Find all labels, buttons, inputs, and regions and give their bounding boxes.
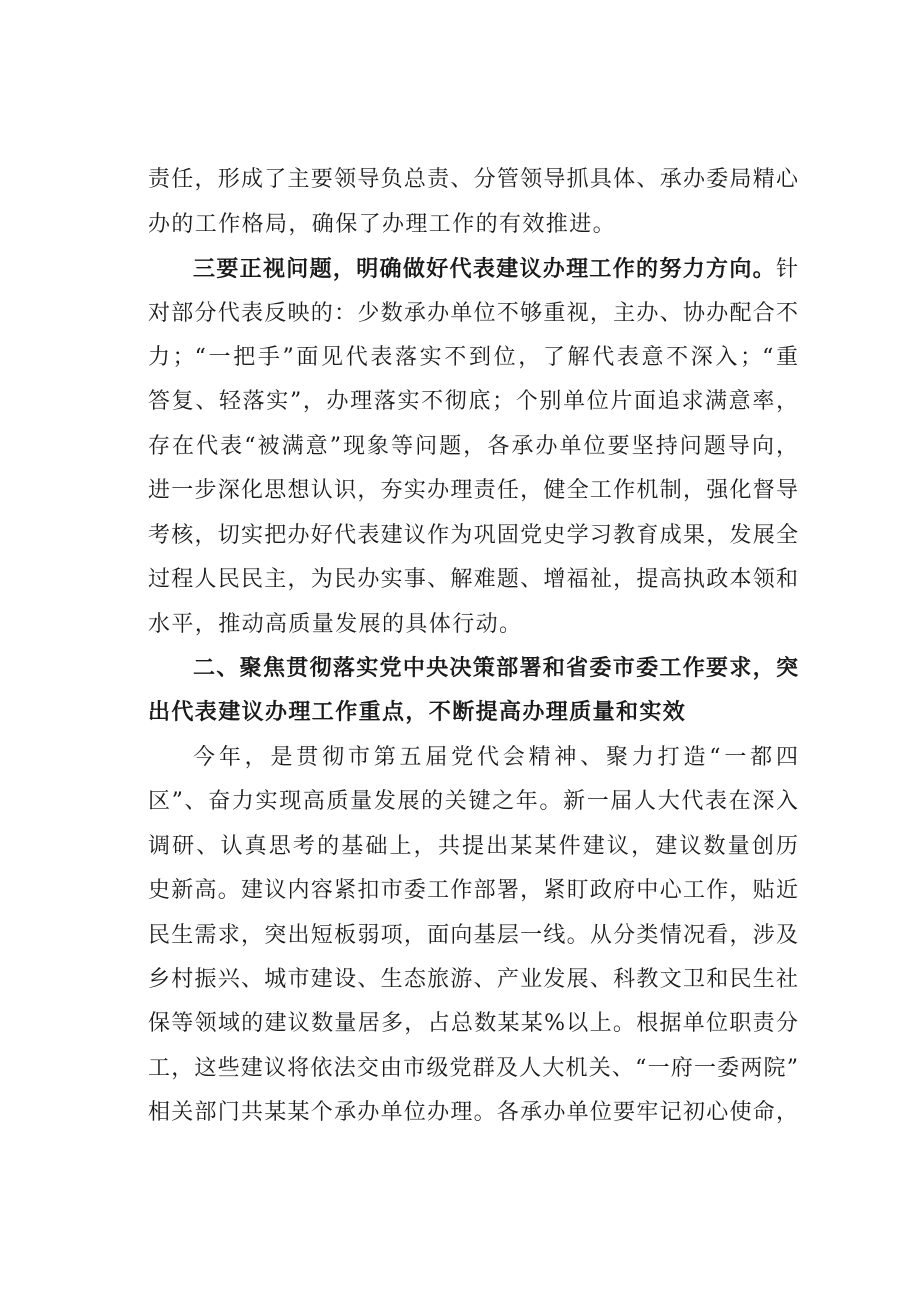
paragraph-line: 调研、认真思考的基础上，共提出某某件建议，建议数量创历: [148, 834, 798, 859]
paragraph-line: 区”、奋力实现高质量发展的关键之年。新一届人大代表在深入: [148, 789, 798, 814]
section-heading-line: 二、聚焦贯彻落实党中央决策部署和省委市委工作要求，突: [193, 656, 798, 681]
paragraph-line: 保等领域的建议数量居多，占总数某某%以上。根据单位职责分: [148, 1011, 798, 1036]
paragraph-line: 民生需求，突出短板弱项，面向基层一线。从分类情况看，涉及: [148, 923, 798, 948]
paragraph-lead-rest: 针: [775, 257, 798, 282]
paragraph-line: 乡村振兴、城市建设、生态旅游、产业发展、科教文卫和民生社: [148, 967, 798, 992]
paragraph-line: 力；“一把手”面见代表落实不到位，了解代表意不深入；“重: [148, 345, 798, 370]
paragraph-line: 进一步深化思想认识，夯实办理责任，健全工作机制，强化督导: [148, 478, 798, 503]
paragraph-line: 办的工作格局，确保了办理工作的有效推进。: [148, 212, 617, 237]
paragraph-lead-bold: 三要正视问题，明确做好代表建议办理工作的努力方向。: [193, 256, 776, 282]
paragraph-line: 对部分代表反映的：少数承办单位不够重视，主办、协办配合不: [148, 301, 798, 326]
paragraph-line: 答复、轻落实”，办理落实不彻底；个别单位片面追求满意率，: [148, 389, 798, 414]
paragraph-line: 考核，切实把办好代表建议作为巩固党史学习教育成果，发展全: [148, 523, 798, 548]
paragraph-line: 存在代表“被满意”现象等问题，各承办单位要坚持问题导向，: [148, 434, 798, 459]
section-heading-line: 出代表建议办理工作重点，不断提高办理质量和实效: [148, 700, 687, 725]
paragraph-line: 相关部门共某某个承办单位办理。各承办单位要牢记初心使命，: [148, 1100, 798, 1125]
paragraph-line: 今年，是贯彻市第五届党代会精神、聚力打造“一都四: [193, 745, 798, 770]
paragraph-line: 水平，推动高质量发展的具体行动。: [148, 612, 523, 637]
paragraph-line: 工，这些建议将依法交由市级党群及人大机关、“一府一委两院”: [148, 1056, 798, 1081]
paragraph-line: 过程人民民主，为民办实事、解难题、增福祉，提高执政本领和: [148, 567, 798, 592]
paragraph-lead-line: [193, 249, 798, 289]
paragraph-line: 责任，形成了主要领导负总责、分管领导抓具体、承办委局精心: [148, 167, 798, 192]
paragraph-line: 史新高。建议内容紧扣市委工作部署，紧盯政府中心工作，贴近: [148, 878, 798, 903]
